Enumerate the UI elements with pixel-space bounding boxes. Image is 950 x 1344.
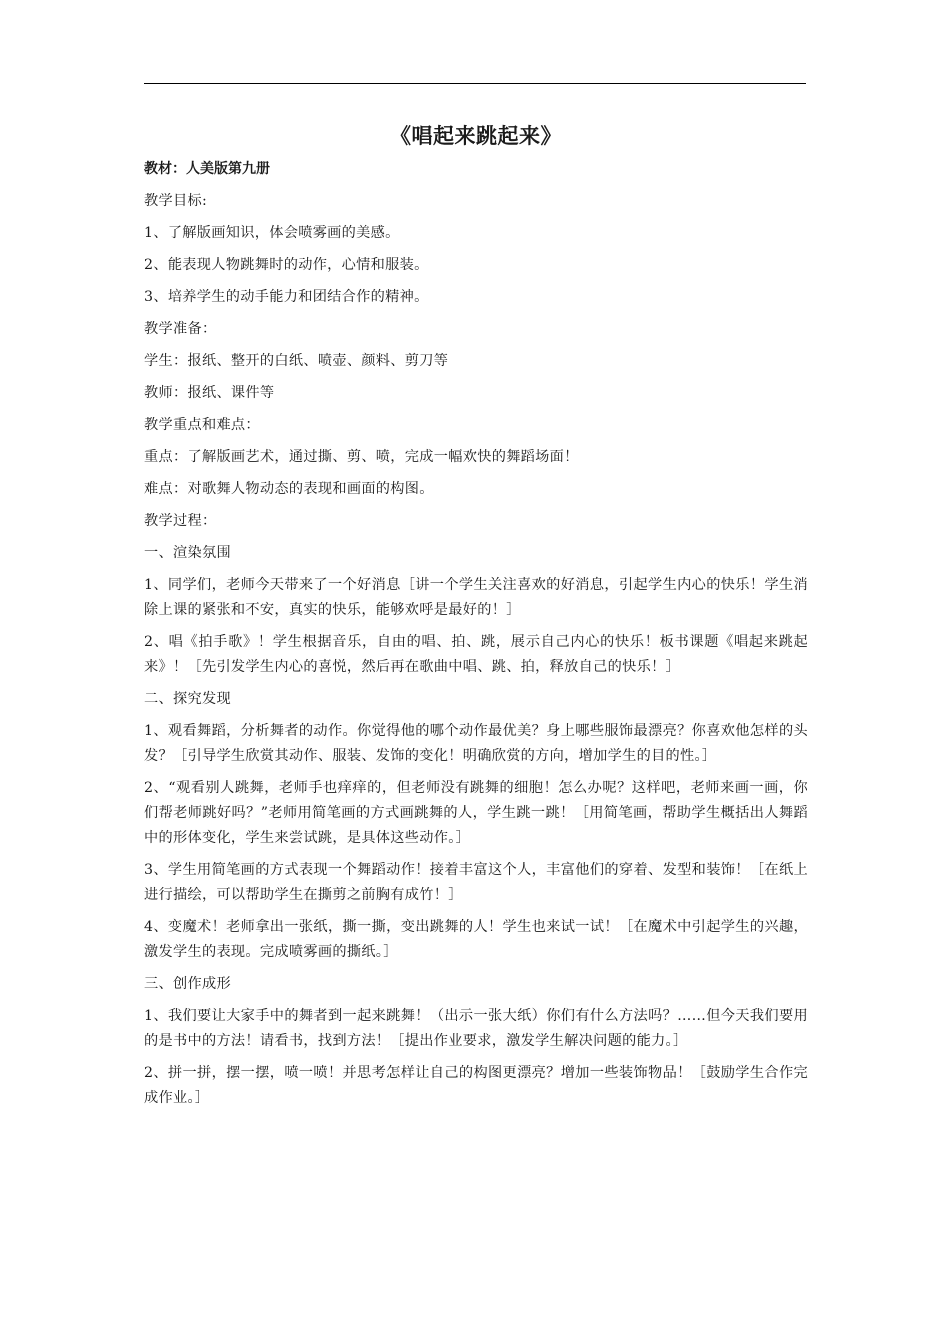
header-rule — [144, 83, 806, 84]
document-title: 《唱起来跳起来》 — [390, 124, 562, 148]
document-body — [144, 118, 808, 1118]
difficulty-item: 难点：对歌舞人物动态的表现和画面的构图。 — [144, 481, 434, 497]
section-heading-objectives: 教学目标: — [144, 193, 208, 209]
objective-item: 3、培养学生的动手能力和团结合作的精神。 — [144, 289, 429, 305]
process-paragraph: 3、学生用简笔画的方式表现一个舞蹈动作！接着丰富这个人，丰富他们的穿着、发型和装饰！［在纸上进行描绘，可以帮助学生在撕剪之前胸有成竹！］ — [144, 862, 808, 903]
preparation-item: 教师：报纸、课件等 — [144, 385, 275, 401]
process-paragraph: 1、同学们，老师今天带来了一个好消息［讲一个学生关注喜欢的好消息，引起学生内心的快乐！学生消除上课的紧张和不安，真实的快乐，能够欢呼是最好的！］ — [144, 577, 808, 618]
section-heading-key-points: 教学重点和难点： — [144, 417, 260, 433]
process-paragraph: 1、我们要让大家手中的舞者到一起来跳舞！（出示一张大纸）你们有什么方法吗？……但今天我们要用的是书中的方法！请看书，找到方法！［提出作业要求，激发学生解决问题的能力。］ — [144, 1008, 808, 1049]
process-step-heading: 一、渲染氛围 — [144, 545, 231, 561]
textbook-label: 教材：人美版第九册 — [144, 161, 270, 177]
preparation-item: 学生：报纸、整开的白纸、喷壶、颜料、剪刀等 — [144, 353, 449, 369]
objective-item: 1、了解版画知识，体会喷雾画的美感。 — [144, 225, 400, 241]
process-paragraph: 2、拼一拼，摆一摆，喷一喷！并思考怎样让自己的构图更漂亮？增加一些装饰物品！［鼓励学生合作完成作业。］ — [144, 1065, 808, 1106]
section-heading-preparation: 教学准备： — [144, 321, 217, 337]
process-step-heading: 三、创作成形 — [144, 976, 231, 992]
process-paragraph: 1、观看舞蹈，分析舞者的动作。你觉得他的哪个动作最优美？身上哪些服饰最漂亮？你喜欢他怎样的头发？［引导学生欣赏其动作、服装、发饰的变化！明确欣赏的方向，增加学生的目的性。］ — [144, 723, 808, 764]
section-heading-process: 教学过程： — [144, 513, 217, 529]
objective-item: 2、能表现人物跳舞时的动作，心情和服装。 — [144, 257, 429, 273]
process-paragraph: 2、“观看别人跳舞，老师手也痒痒的，但老师没有跳舞的细胞！怎么办呢？这样吧，老师来画一画，你们帮老师跳好吗？”老师用简笔画的方式画跳舞的人，学生跳一跳！［用简笔画，帮助学生概括出人舞蹈中的形体变化，学生来尝试跳，是具体这些动作。］ — [144, 780, 808, 846]
process-paragraph: 2、唱《拍手歌》！学生根据音乐，自由的唱、拍、跳，展示自己内心的快乐！板书课题《唱起来跳起来》！［先引发学生内心的喜悦，然后再在歌曲中唱、跳、拍，释放自己的快乐！］ — [144, 634, 808, 675]
process-paragraph: 4、变魔术！老师拿出一张纸，撕一撕，变出跳舞的人！学生也来试一试！［在魔术中引起学生的兴趣，激发学生的表现。完成喷雾画的撕纸。］ — [144, 919, 808, 960]
key-point-item: 重点：了解版画艺术，通过撕、剪、喷，完成一幅欢快的舞蹈场面！ — [144, 449, 579, 465]
process-step-heading: 二、探究发现 — [144, 691, 231, 707]
